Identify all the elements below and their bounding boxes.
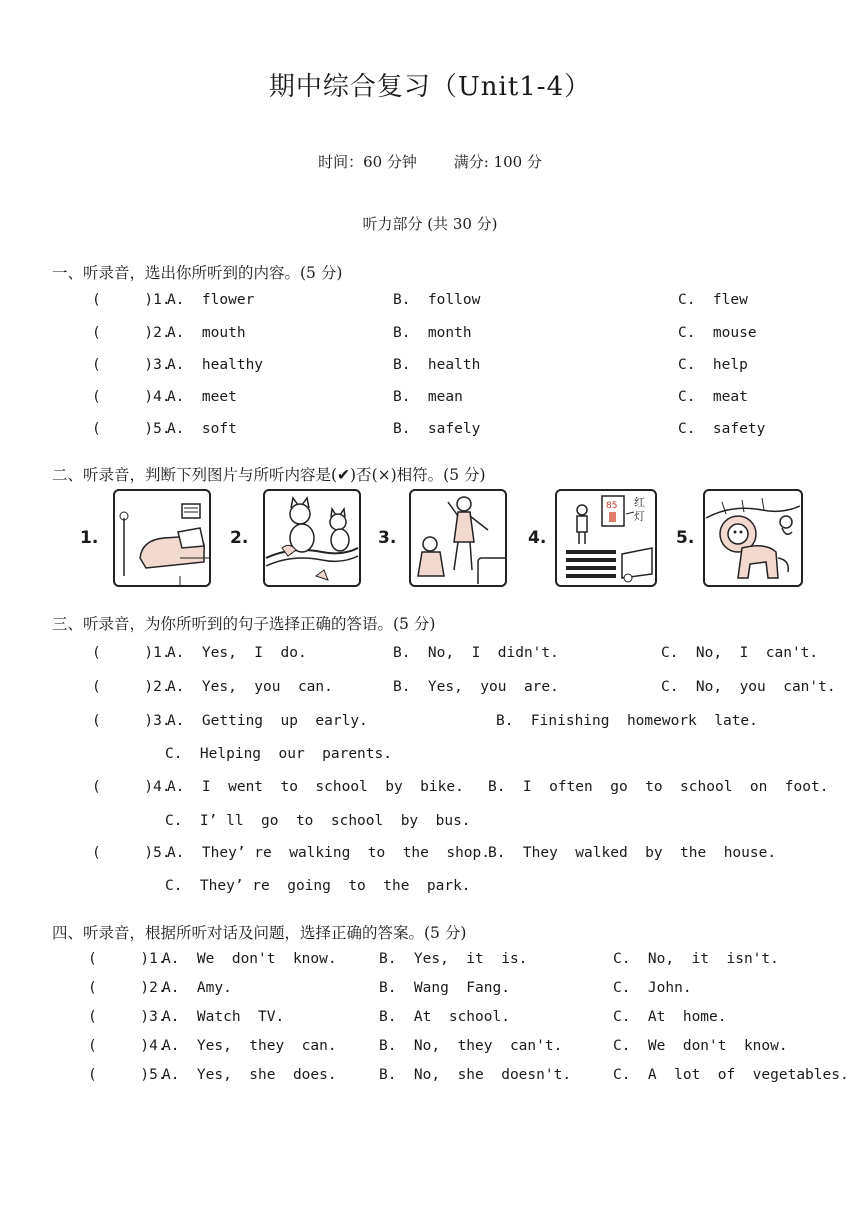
option-b: B. Yes, it is.: [379, 951, 528, 967]
option-b: B. follow: [393, 292, 481, 308]
item-paren[interactable]: ( )5.: [92, 421, 171, 437]
item-paren[interactable]: ( )3.: [92, 357, 171, 373]
time-limit: 时间：60 分钟: [318, 153, 417, 171]
item-paren[interactable]: ( )5.: [88, 1067, 167, 1083]
picture-row: [80, 488, 820, 592]
picture-number: 5.: [676, 528, 695, 548]
option-c: C. help: [678, 357, 748, 373]
item-paren[interactable]: ( )3.: [88, 1009, 167, 1025]
option-a: A. healthy: [167, 357, 264, 373]
picture-number: 4.: [528, 528, 547, 548]
page-title: 期中综合复习（Unit1-4）: [268, 72, 592, 102]
option-a: A. Yes, I do.: [167, 645, 307, 661]
item-paren[interactable]: ( )4.: [92, 389, 171, 405]
option-c: C. No, you can't.: [661, 679, 836, 695]
full-score: 满分: 100 分: [453, 153, 542, 171]
option-c: C. John.: [613, 980, 692, 996]
option-c: C. At home.: [613, 1009, 727, 1025]
item-paren[interactable]: ( )2.: [88, 980, 167, 996]
lion-monkey-picture: [702, 488, 804, 588]
option-a: A. soft: [167, 421, 237, 437]
option-b: B. health: [393, 357, 481, 373]
option-c: C. We don't know.: [613, 1038, 788, 1054]
svg-text:灯: 灯: [634, 510, 645, 523]
option-a: A. Yes, you can.: [167, 679, 333, 695]
picture-number: 1.: [80, 528, 99, 548]
option-c: C. A lot of vegetables.: [613, 1067, 849, 1083]
part-title: 听力部分 (共 30 分): [362, 215, 498, 233]
option-c: C. They’ re going to the park.: [165, 878, 471, 894]
option-b: B. Finishing homework late.: [496, 713, 758, 729]
option-b: B. They walked by the house.: [488, 845, 777, 861]
bedroom-picture: [112, 488, 212, 588]
item-paren[interactable]: ( )2.: [92, 679, 171, 695]
item-paren[interactable]: ( )5.: [92, 845, 171, 861]
option-c: C. Helping our parents.: [165, 746, 392, 762]
option-a: A. We don't know.: [162, 951, 337, 967]
option-c: C. safety: [678, 421, 766, 437]
option-b: B. No, I didn't.: [393, 645, 559, 661]
traffic-light-picture: [554, 488, 658, 588]
option-b: B. At school.: [379, 1009, 510, 1025]
option-b: B. No, they can't.: [379, 1038, 563, 1054]
option-a: A. mouth: [167, 325, 246, 341]
option-c: C. mouse: [678, 325, 757, 341]
option-c: C. meat: [678, 389, 748, 405]
option-a: A. They’ re walking to the shop.: [167, 845, 491, 861]
option-a: A. meet: [167, 389, 237, 405]
option-a: A. Yes, they can.: [162, 1038, 337, 1054]
option-b: B. I often go to school on foot.: [488, 779, 829, 795]
section-4-heading: 四、听录音，根据所听对话及问题，选择正确的答案。(5 分): [52, 924, 467, 942]
exam-meta: [0, 151, 860, 172]
option-c: C. No, it isn't.: [613, 951, 779, 967]
option-a: A. I went to school by bike.: [167, 779, 464, 795]
option-b: B. mean: [393, 389, 463, 405]
option-b: B. Yes, you are.: [393, 679, 559, 695]
option-b: B. No, she doesn't.: [379, 1067, 572, 1083]
item-paren[interactable]: ( )2.: [92, 325, 171, 341]
item-paren[interactable]: ( )1.: [92, 645, 171, 661]
item-paren[interactable]: ( )4.: [88, 1038, 167, 1054]
cats-on-branch-picture: [262, 488, 362, 588]
section-3-heading: 三、听录音，为你所听到的句子选择正确的答语。(5 分): [52, 615, 436, 633]
picture-number: 2.: [230, 528, 249, 548]
option-b: B. month: [393, 325, 472, 341]
option-a: A. Watch TV.: [162, 1009, 285, 1025]
option-b: B. safely: [393, 421, 481, 437]
item-paren[interactable]: ( )1.: [92, 292, 171, 308]
option-c: C. I’ ll go to school by bus.: [165, 813, 471, 829]
signal-countdown: 85: [606, 501, 618, 511]
option-c: C. No, I can't.: [661, 645, 819, 661]
item-paren[interactable]: ( )1.: [88, 951, 167, 967]
people-waving-picture: [408, 488, 508, 588]
item-paren[interactable]: ( )4.: [92, 779, 171, 795]
option-b: B. Wang Fang.: [379, 980, 510, 996]
picture-number: 3.: [378, 528, 397, 548]
section-1-heading: 一、听录音，选出你所听到的内容。(5 分): [52, 264, 343, 282]
item-paren[interactable]: ( )3.: [92, 713, 171, 729]
section-2-heading: 二、听录音，判断下列图片与所听内容是(✔)否(×)相符。(5 分): [52, 466, 486, 484]
svg-text:红: 红: [634, 496, 645, 509]
option-c: C. flew: [678, 292, 748, 308]
option-a: A. Getting up early.: [167, 713, 368, 729]
option-a: A. flower: [167, 292, 255, 308]
option-a: A. Amy.: [162, 980, 232, 996]
option-a: A. Yes, she does.: [162, 1067, 337, 1083]
